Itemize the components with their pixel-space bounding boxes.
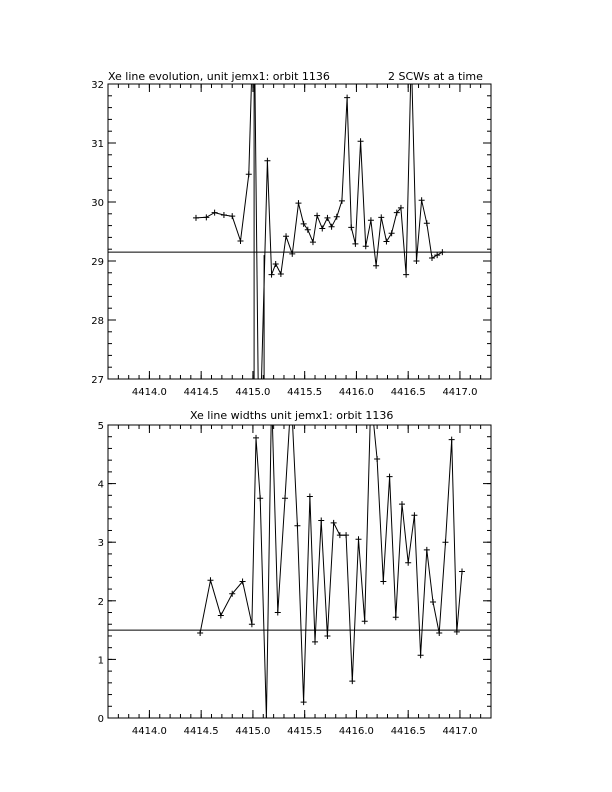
data-point bbox=[318, 518, 324, 524]
data-point bbox=[439, 249, 445, 255]
data-point bbox=[356, 536, 362, 542]
data-point bbox=[312, 639, 318, 645]
data-point bbox=[403, 272, 409, 278]
data-point bbox=[399, 501, 405, 507]
data-point bbox=[207, 577, 213, 583]
data-point bbox=[301, 699, 307, 705]
x-tick-label: 4416.0 bbox=[338, 726, 374, 737]
data-point bbox=[203, 214, 209, 220]
plot-frame bbox=[108, 84, 491, 379]
data-point bbox=[256, 465, 262, 471]
data-point bbox=[424, 220, 430, 226]
y-tick-label: 29 bbox=[91, 257, 104, 268]
plot-subtitle: 2 SCWs at a time bbox=[388, 70, 483, 83]
data-point bbox=[344, 95, 350, 101]
x-axis-labels bbox=[132, 726, 478, 737]
data-point bbox=[275, 610, 281, 616]
data-point bbox=[362, 618, 368, 624]
data-point bbox=[229, 213, 235, 219]
x-tick-label: 4416.5 bbox=[390, 387, 426, 398]
axis-ticks bbox=[108, 84, 491, 379]
x-tick-label: 4414.0 bbox=[131, 726, 167, 737]
data-point bbox=[383, 239, 389, 245]
data-point bbox=[393, 614, 399, 620]
plot-xe-line-widths bbox=[98, 393, 491, 737]
y-tick-label: 32 bbox=[91, 80, 104, 91]
x-tick-label: 4415.5 bbox=[287, 726, 323, 737]
data-point bbox=[413, 258, 419, 264]
data-point bbox=[337, 532, 343, 538]
data-point bbox=[374, 456, 380, 462]
data-point bbox=[389, 230, 395, 236]
data-point bbox=[264, 158, 270, 164]
data-point bbox=[218, 612, 224, 618]
x-tick-label: 4414.5 bbox=[183, 726, 219, 737]
y-tick-label: 5 bbox=[97, 421, 104, 432]
data-point bbox=[307, 493, 313, 499]
y-tick-label: 3 bbox=[97, 538, 104, 550]
data-point bbox=[295, 200, 301, 206]
data-point bbox=[363, 243, 369, 249]
data-point bbox=[405, 560, 411, 566]
data-point bbox=[378, 214, 384, 220]
x-tick-label: 4416.5 bbox=[390, 726, 426, 737]
data-point bbox=[324, 215, 330, 221]
data-point bbox=[424, 547, 430, 553]
data-point bbox=[358, 138, 364, 144]
x-tick-label: 4414.0 bbox=[131, 387, 167, 398]
y-tick-label: 28 bbox=[91, 316, 104, 327]
data-point bbox=[283, 233, 289, 239]
x-tick-label: 4417.0 bbox=[442, 726, 478, 737]
data-point bbox=[249, 621, 255, 627]
data-point bbox=[310, 239, 316, 245]
data-point bbox=[352, 241, 358, 247]
data-point bbox=[197, 630, 203, 636]
data-point bbox=[314, 213, 320, 219]
y-tick-label: 1 bbox=[97, 655, 104, 667]
reference-lines bbox=[108, 84, 491, 379]
x-tick-label: 4417.0 bbox=[442, 387, 478, 398]
data-point bbox=[301, 221, 307, 227]
data-point bbox=[430, 599, 436, 605]
series-line bbox=[200, 396, 462, 718]
x-tick-label: 4415.5 bbox=[287, 387, 323, 398]
data-point bbox=[334, 214, 340, 220]
data-point bbox=[253, 435, 259, 441]
x-tick-label: 4415.0 bbox=[235, 726, 271, 737]
y-tick-label: 27 bbox=[91, 375, 104, 386]
y-tick-label: 4 bbox=[97, 479, 104, 491]
data-point bbox=[434, 252, 440, 258]
data-point bbox=[373, 263, 379, 269]
data-point bbox=[331, 520, 337, 526]
y-tick-label: 0 bbox=[97, 714, 104, 725]
data-point bbox=[329, 224, 335, 230]
data-point bbox=[263, 715, 269, 721]
data-point bbox=[339, 198, 345, 204]
data-point bbox=[246, 171, 252, 177]
data-point bbox=[348, 224, 354, 230]
data-point bbox=[387, 474, 393, 480]
data-point bbox=[294, 523, 300, 529]
y-axis-labels bbox=[91, 80, 104, 386]
data-point bbox=[459, 569, 465, 575]
plot-title: Xe line evolution, unit jemx1: orbit 1136 bbox=[108, 70, 330, 83]
data-point bbox=[408, 52, 414, 58]
data-point bbox=[436, 630, 442, 636]
x-tick-label: 4416.0 bbox=[338, 387, 374, 398]
data-point bbox=[429, 255, 435, 261]
data-point bbox=[278, 271, 284, 277]
plot-xe-line-evolution bbox=[91, 0, 491, 471]
data-point bbox=[221, 212, 227, 218]
plot-area bbox=[197, 393, 465, 721]
data-point bbox=[305, 227, 311, 233]
y-axis-labels bbox=[98, 421, 104, 725]
data-point bbox=[349, 678, 355, 684]
y-tick-label: 2 bbox=[97, 596, 104, 608]
x-axis-labels bbox=[132, 387, 478, 398]
data-point bbox=[419, 197, 425, 203]
data-point bbox=[273, 261, 279, 267]
data-point bbox=[269, 272, 275, 278]
x-tick-label: 4414.5 bbox=[183, 387, 219, 398]
data-point bbox=[368, 217, 374, 223]
data-point bbox=[212, 210, 218, 216]
y-tick-label: 30 bbox=[91, 198, 104, 209]
data-point bbox=[418, 652, 424, 658]
plot-title: Xe line widths unit jemx1: orbit 1136 bbox=[190, 409, 394, 422]
data-point bbox=[449, 437, 455, 443]
data-point bbox=[257, 495, 263, 501]
data-point bbox=[343, 532, 349, 538]
data-point bbox=[380, 578, 386, 584]
data-point bbox=[282, 495, 288, 501]
data-point bbox=[411, 512, 417, 518]
data-point bbox=[193, 215, 199, 221]
data-point bbox=[324, 633, 330, 639]
data-point bbox=[237, 238, 243, 244]
x-tick-label: 4415.0 bbox=[235, 387, 271, 398]
data-point bbox=[319, 226, 325, 232]
y-tick-label: 31 bbox=[91, 139, 104, 150]
data-point bbox=[442, 539, 448, 545]
